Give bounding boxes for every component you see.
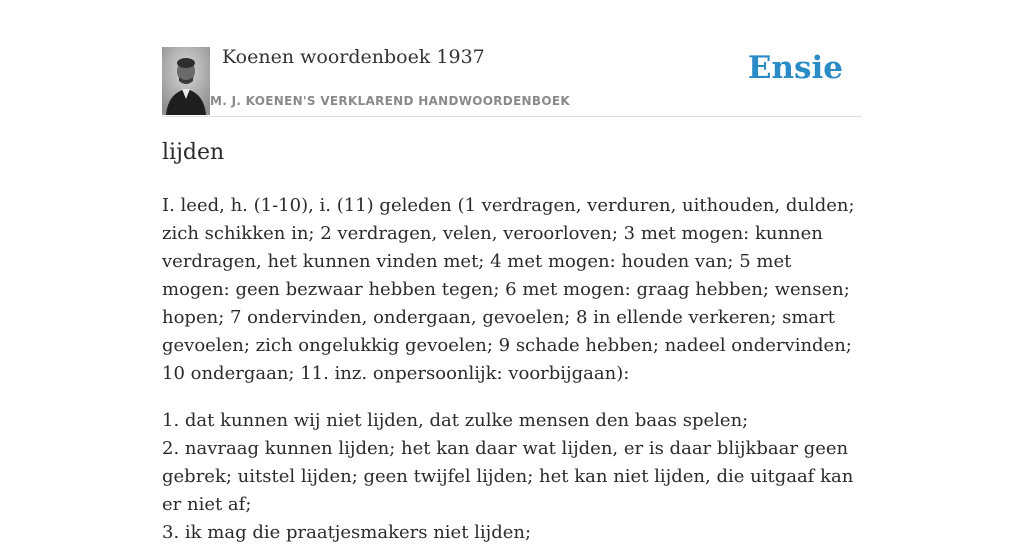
example-item: 1. dat kunnen wij niet lijden, dat zulke mensen den baas spelen; <box>162 410 749 431</box>
author-portrait-image <box>162 47 210 115</box>
example-item: 3. ik mag die praatjesmakers niet lijden; <box>162 522 532 543</box>
book-title[interactable]: Koenen woordenboek 1937 <box>222 46 485 68</box>
example-item: 2. navraag kunnen lijden; het kan daar wat lijden, er is daar blijkbaar geen gebrek; uitstel lijden; geen twijfel lijden; het kan niet lijden, die uitgaaf kan er niet af; <box>162 438 854 515</box>
entry-definition: I. leed, h. (1-10), i. (11) geleden (1 verdragen, verduren, uithouden, dulden; zich schikken in; 2 verdragen, velen, veroorloven; 3 met mogen: kunnen verdragen, het kunnen vinden met; 4 met mogen: houden van; 5 met mogen: geen bezwaar hebben tegen; 6 met mogen: graag hebben; wensen; hopen; 7 ondervinden, ondergaan, gevoelen; 8 in ellende verkeren; smart gevoelen; zich ongelukkig gevoelen; 9 schade hebben; nadeel ondervinden; 10 ondergaan; 11. inz. onpersoonlijk: voorbijgaan): <box>162 195 855 384</box>
entry-headword: lijden <box>162 140 225 165</box>
page-content <box>162 0 862 543</box>
author-portrait <box>162 47 210 115</box>
book-subtitle: M. J. KOENEN'S VERKLAREND HANDWOORDENBOEK <box>210 94 570 108</box>
ensie-logo-link[interactable]: Ensie <box>747 50 843 86</box>
entry-examples <box>162 407 862 547</box>
dictionary-header <box>162 0 862 117</box>
